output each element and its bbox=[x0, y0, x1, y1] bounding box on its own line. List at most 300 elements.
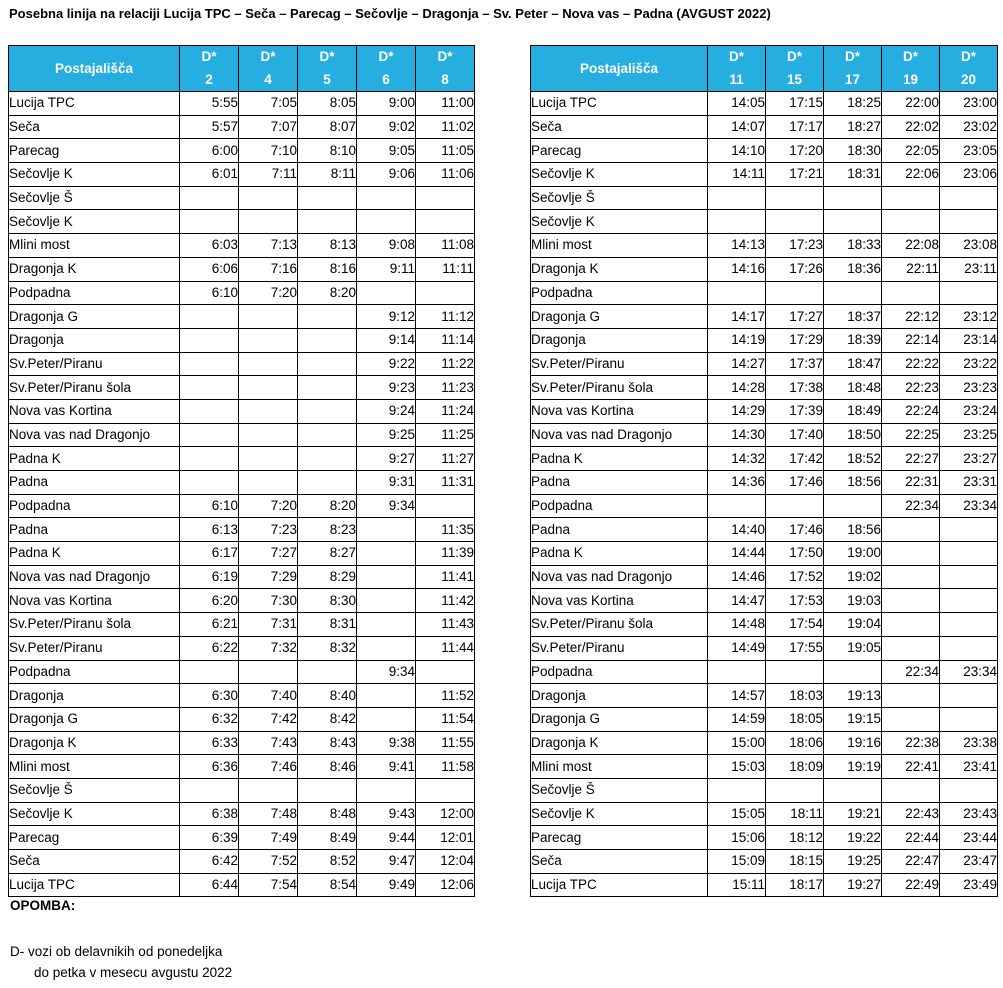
table-row bbox=[9, 850, 475, 874]
stop-name: Podpadna bbox=[9, 660, 180, 684]
stop-name: Padna K bbox=[531, 447, 708, 471]
departure-time: 9:27 bbox=[357, 447, 416, 471]
departure-time bbox=[298, 186, 357, 210]
departure-time bbox=[940, 636, 998, 660]
departure-time bbox=[940, 565, 998, 589]
departure-time: 7:11 bbox=[239, 163, 298, 187]
departure-time bbox=[940, 210, 998, 234]
stop-name: Sv.Peter/Piranu bbox=[9, 352, 180, 376]
table-row bbox=[9, 115, 475, 139]
departure-time: 17:46 bbox=[766, 471, 824, 495]
departure-time: 7:07 bbox=[239, 115, 298, 139]
departure-time: 22:08 bbox=[882, 234, 940, 258]
departure-time: 22:23 bbox=[882, 376, 940, 400]
departure-time: 6:44 bbox=[180, 873, 239, 897]
stop-name: Podpadna bbox=[531, 281, 708, 305]
departure-time: 19:16 bbox=[824, 731, 882, 755]
stop-name: Sečovlje K bbox=[531, 210, 708, 234]
table-row bbox=[531, 684, 998, 708]
departure-time bbox=[239, 471, 298, 495]
departure-time: 14:17 bbox=[708, 305, 766, 329]
stop-name: Sečovlje Š bbox=[531, 186, 708, 210]
stop-name: Nova vas Kortina bbox=[9, 589, 180, 613]
departure-time: 7:10 bbox=[239, 139, 298, 163]
departure-time: 12:00 bbox=[416, 802, 475, 826]
departure-time: 7:30 bbox=[239, 589, 298, 613]
departure-time: 22:11 bbox=[882, 257, 940, 281]
departure-time: 23:44 bbox=[940, 826, 998, 850]
table-row bbox=[531, 257, 998, 281]
departure-time bbox=[882, 707, 940, 731]
departure-time: 19:05 bbox=[824, 636, 882, 660]
departure-time bbox=[882, 684, 940, 708]
trip-column-header bbox=[416, 46, 475, 92]
departure-time bbox=[357, 636, 416, 660]
departure-time bbox=[239, 305, 298, 329]
departure-time bbox=[708, 660, 766, 684]
departure-time: 18:12 bbox=[766, 826, 824, 850]
departure-time: 8:11 bbox=[298, 163, 357, 187]
departure-time bbox=[180, 210, 239, 234]
departure-time bbox=[940, 542, 998, 566]
note-title: OPOMBA: bbox=[10, 898, 76, 913]
departure-time: 9:02 bbox=[357, 115, 416, 139]
trip-number: 19 bbox=[902, 72, 919, 87]
departure-time bbox=[766, 494, 824, 518]
stop-name: Padna K bbox=[9, 542, 180, 566]
stop-name: Parecag bbox=[9, 826, 180, 850]
stop-name: Sečovlje Š bbox=[531, 778, 708, 802]
departure-time bbox=[882, 542, 940, 566]
departure-time: 23:31 bbox=[940, 471, 998, 495]
departure-time: 14:47 bbox=[708, 589, 766, 613]
departure-time bbox=[180, 471, 239, 495]
departure-time: 17:38 bbox=[766, 376, 824, 400]
departure-time bbox=[824, 281, 882, 305]
timetable-left bbox=[8, 45, 475, 897]
departure-time: 23:47 bbox=[940, 850, 998, 874]
table-row bbox=[531, 328, 998, 352]
stop-name: Dragonja bbox=[531, 684, 708, 708]
departure-time: 18:03 bbox=[766, 684, 824, 708]
stops-column-header: Postajališča bbox=[9, 46, 180, 92]
stop-name: Mlini most bbox=[531, 234, 708, 258]
departure-time bbox=[180, 305, 239, 329]
table-row bbox=[531, 565, 998, 589]
table-row bbox=[9, 447, 475, 471]
departure-time: 19:02 bbox=[824, 565, 882, 589]
stop-name: Mlini most bbox=[531, 755, 708, 779]
departure-time: 11:14 bbox=[416, 328, 475, 352]
departure-time: 6:33 bbox=[180, 731, 239, 755]
departure-time: 22:02 bbox=[882, 115, 940, 139]
departure-time: 15:03 bbox=[708, 755, 766, 779]
departure-time: 7:27 bbox=[239, 542, 298, 566]
stop-name: Sečovlje K bbox=[9, 210, 180, 234]
departure-time: 14:30 bbox=[708, 423, 766, 447]
trip-mark: D* bbox=[378, 49, 394, 64]
table-row bbox=[9, 778, 475, 802]
departure-time: 11:11 bbox=[416, 257, 475, 281]
table-row bbox=[9, 186, 475, 210]
departure-time: 18:56 bbox=[824, 518, 882, 542]
table-row bbox=[531, 873, 998, 897]
departure-time bbox=[766, 281, 824, 305]
departure-time bbox=[882, 636, 940, 660]
table-row bbox=[531, 731, 998, 755]
departure-time bbox=[357, 613, 416, 637]
departure-time: 23:27 bbox=[940, 447, 998, 471]
departure-time: 11:39 bbox=[416, 542, 475, 566]
departure-time bbox=[708, 778, 766, 802]
departure-time: 7:16 bbox=[239, 257, 298, 281]
departure-time: 22:05 bbox=[882, 139, 940, 163]
departure-time: 7:49 bbox=[239, 826, 298, 850]
departure-time bbox=[298, 376, 357, 400]
departure-time: 11:08 bbox=[416, 234, 475, 258]
departure-time: 7:54 bbox=[239, 873, 298, 897]
table-row bbox=[531, 589, 998, 613]
departure-time: 14:36 bbox=[708, 471, 766, 495]
departure-time: 22:25 bbox=[882, 423, 940, 447]
departure-time bbox=[180, 376, 239, 400]
departure-time bbox=[357, 565, 416, 589]
departure-time: 9:31 bbox=[357, 471, 416, 495]
trip-mark: D* bbox=[201, 49, 217, 64]
departure-time: 11:43 bbox=[416, 613, 475, 637]
table-row bbox=[9, 707, 475, 731]
table-row bbox=[531, 163, 998, 187]
departure-time: 7:13 bbox=[239, 234, 298, 258]
timetable-right bbox=[530, 45, 998, 897]
trip-column-header bbox=[882, 46, 940, 92]
departure-time: 6:22 bbox=[180, 636, 239, 660]
departure-time: 22:43 bbox=[882, 802, 940, 826]
departure-time: 9:23 bbox=[357, 376, 416, 400]
stop-name: Nova vas Kortina bbox=[531, 589, 708, 613]
departure-time: 7:42 bbox=[239, 707, 298, 731]
trip-mark: D* bbox=[437, 49, 453, 64]
table-row bbox=[9, 92, 475, 116]
departure-time: 14:10 bbox=[708, 139, 766, 163]
departure-time bbox=[180, 352, 239, 376]
departure-time: 6:06 bbox=[180, 257, 239, 281]
trip-column-header bbox=[298, 46, 357, 92]
table-row bbox=[531, 636, 998, 660]
departure-time: 11:02 bbox=[416, 115, 475, 139]
trip-mark: D* bbox=[960, 49, 976, 64]
departure-time bbox=[239, 423, 298, 447]
departure-time: 18:31 bbox=[824, 163, 882, 187]
timetable-header-row bbox=[531, 46, 998, 92]
departure-time bbox=[298, 328, 357, 352]
departure-time bbox=[416, 186, 475, 210]
departure-time: 18:05 bbox=[766, 707, 824, 731]
departure-time: 17:15 bbox=[766, 92, 824, 116]
departure-time bbox=[357, 281, 416, 305]
departure-time bbox=[824, 494, 882, 518]
departure-time bbox=[824, 660, 882, 684]
departure-time: 14:29 bbox=[708, 399, 766, 423]
stop-name: Dragonja K bbox=[9, 257, 180, 281]
table-row bbox=[9, 731, 475, 755]
departure-time: 22:44 bbox=[882, 826, 940, 850]
departure-time: 17:29 bbox=[766, 328, 824, 352]
departure-time bbox=[708, 186, 766, 210]
departure-time: 11:22 bbox=[416, 352, 475, 376]
departure-time: 6:00 bbox=[180, 139, 239, 163]
departure-time: 9:12 bbox=[357, 305, 416, 329]
trip-column-header bbox=[180, 46, 239, 92]
departure-time bbox=[940, 778, 998, 802]
departure-time: 6:21 bbox=[180, 613, 239, 637]
stop-name: Sv.Peter/Piranu šola bbox=[531, 376, 708, 400]
departure-time: 23:12 bbox=[940, 305, 998, 329]
departure-time: 19:27 bbox=[824, 873, 882, 897]
table-row bbox=[531, 755, 998, 779]
departure-time bbox=[180, 399, 239, 423]
trip-mark: D* bbox=[728, 49, 744, 64]
departure-time bbox=[824, 778, 882, 802]
stop-name: Lucija TPC bbox=[9, 92, 180, 116]
departure-time: 11:06 bbox=[416, 163, 475, 187]
departure-time bbox=[239, 210, 298, 234]
departure-time bbox=[766, 186, 824, 210]
table-row bbox=[9, 613, 475, 637]
departure-time: 8:05 bbox=[298, 92, 357, 116]
departure-time: 7:48 bbox=[239, 802, 298, 826]
departure-time: 18:15 bbox=[766, 850, 824, 874]
departure-time: 8:52 bbox=[298, 850, 357, 874]
stop-name: Sv.Peter/Piranu šola bbox=[9, 613, 180, 637]
departure-time: 19:19 bbox=[824, 755, 882, 779]
departure-time: 19:13 bbox=[824, 684, 882, 708]
departure-time bbox=[298, 399, 357, 423]
departure-time: 17:50 bbox=[766, 542, 824, 566]
stop-name: Padna bbox=[9, 471, 180, 495]
departure-time: 18:09 bbox=[766, 755, 824, 779]
departure-time: 22:41 bbox=[882, 755, 940, 779]
departure-time: 18:49 bbox=[824, 399, 882, 423]
departure-time: 8:49 bbox=[298, 826, 357, 850]
table-row bbox=[9, 423, 475, 447]
table-row bbox=[531, 850, 998, 874]
departure-time bbox=[298, 305, 357, 329]
stop-name: Dragonja bbox=[9, 328, 180, 352]
stop-name: Parecag bbox=[531, 826, 708, 850]
trip-number: 6 bbox=[382, 72, 390, 87]
departure-time: 9:44 bbox=[357, 826, 416, 850]
departure-time bbox=[357, 707, 416, 731]
departure-time: 7:40 bbox=[239, 684, 298, 708]
departure-time bbox=[239, 447, 298, 471]
table-row bbox=[531, 518, 998, 542]
departure-time bbox=[357, 589, 416, 613]
departure-time bbox=[940, 589, 998, 613]
departure-time bbox=[940, 518, 998, 542]
departure-time bbox=[239, 328, 298, 352]
departure-time bbox=[416, 210, 475, 234]
trip-mark: D* bbox=[844, 49, 860, 64]
departure-time: 18:56 bbox=[824, 471, 882, 495]
departure-time: 9:43 bbox=[357, 802, 416, 826]
departure-time: 7:31 bbox=[239, 613, 298, 637]
departure-time bbox=[416, 281, 475, 305]
table-row bbox=[531, 92, 998, 116]
departure-time: 6:30 bbox=[180, 684, 239, 708]
departure-time: 6:20 bbox=[180, 589, 239, 613]
table-row bbox=[9, 399, 475, 423]
departure-time: 19:22 bbox=[824, 826, 882, 850]
table-row bbox=[9, 542, 475, 566]
departure-time: 6:32 bbox=[180, 707, 239, 731]
trip-column-header bbox=[824, 46, 882, 92]
departure-time: 18:25 bbox=[824, 92, 882, 116]
stop-name: Mlini most bbox=[9, 755, 180, 779]
departure-time: 19:03 bbox=[824, 589, 882, 613]
departure-time: 8:27 bbox=[298, 542, 357, 566]
stop-name: Dragonja G bbox=[531, 707, 708, 731]
departure-time: 18:50 bbox=[824, 423, 882, 447]
stop-name: Dragonja bbox=[9, 684, 180, 708]
departure-time: 18:48 bbox=[824, 376, 882, 400]
departure-time: 22:27 bbox=[882, 447, 940, 471]
table-row bbox=[531, 399, 998, 423]
stops-column-header: Postajališča bbox=[531, 46, 708, 92]
departure-time: 19:21 bbox=[824, 802, 882, 826]
table-row bbox=[9, 328, 475, 352]
table-row bbox=[9, 660, 475, 684]
stop-name: Podpadna bbox=[531, 494, 708, 518]
departure-time: 23:22 bbox=[940, 352, 998, 376]
departure-time: 14:59 bbox=[708, 707, 766, 731]
departure-time bbox=[882, 210, 940, 234]
departure-time: 15:00 bbox=[708, 731, 766, 755]
departure-time: 8:29 bbox=[298, 565, 357, 589]
note-line: D- vozi ob delavnikih od ponedeljka bbox=[10, 944, 223, 959]
table-row bbox=[9, 636, 475, 660]
departure-time bbox=[766, 660, 824, 684]
departure-time: 14:49 bbox=[708, 636, 766, 660]
stop-name: Padna K bbox=[531, 542, 708, 566]
table-row bbox=[9, 163, 475, 187]
stop-name: Parecag bbox=[531, 139, 708, 163]
table-row bbox=[531, 826, 998, 850]
trip-mark: D* bbox=[902, 49, 918, 64]
departure-time: 17:20 bbox=[766, 139, 824, 163]
stop-name: Nova vas nad Dragonjo bbox=[9, 565, 180, 589]
departure-time bbox=[416, 494, 475, 518]
departure-time bbox=[357, 518, 416, 542]
departure-time: 14:16 bbox=[708, 257, 766, 281]
table-row bbox=[9, 352, 475, 376]
table-row bbox=[531, 234, 998, 258]
trip-number: 5 bbox=[323, 72, 331, 87]
timetable-body bbox=[9, 92, 475, 897]
departure-time bbox=[882, 518, 940, 542]
departure-time: 15:11 bbox=[708, 873, 766, 897]
departure-time: 8:30 bbox=[298, 589, 357, 613]
departure-time: 9:49 bbox=[357, 873, 416, 897]
departure-time: 14:19 bbox=[708, 328, 766, 352]
stop-name: Nova vas nad Dragonjo bbox=[9, 423, 180, 447]
departure-time: 7:32 bbox=[239, 636, 298, 660]
table-row bbox=[531, 778, 998, 802]
departure-time: 17:42 bbox=[766, 447, 824, 471]
departure-time: 8:40 bbox=[298, 684, 357, 708]
departure-time: 22:47 bbox=[882, 850, 940, 874]
departure-time: 14:28 bbox=[708, 376, 766, 400]
departure-time bbox=[180, 778, 239, 802]
departure-time: 7:20 bbox=[239, 281, 298, 305]
departure-time: 8:46 bbox=[298, 755, 357, 779]
table-row bbox=[9, 802, 475, 826]
table-row bbox=[9, 873, 475, 897]
stop-name: Sečovlje K bbox=[9, 802, 180, 826]
stop-name: Sv.Peter/Piranu bbox=[531, 352, 708, 376]
table-row bbox=[531, 186, 998, 210]
departure-time: 18:37 bbox=[824, 305, 882, 329]
departure-time: 7:46 bbox=[239, 755, 298, 779]
departure-time: 5:55 bbox=[180, 92, 239, 116]
stop-name: Seča bbox=[9, 850, 180, 874]
departure-time: 18:30 bbox=[824, 139, 882, 163]
departure-time: 9:24 bbox=[357, 399, 416, 423]
stop-name: Nova vas Kortina bbox=[9, 399, 180, 423]
departure-time: 11:35 bbox=[416, 518, 475, 542]
departure-time: 18:11 bbox=[766, 802, 824, 826]
stop-name: Mlini most bbox=[9, 234, 180, 258]
stop-name: Sv.Peter/Piranu bbox=[9, 636, 180, 660]
table-row bbox=[9, 281, 475, 305]
stop-name: Dragonja K bbox=[9, 731, 180, 755]
departure-time: 23:23 bbox=[940, 376, 998, 400]
departure-time bbox=[940, 707, 998, 731]
departure-time: 22:34 bbox=[882, 660, 940, 684]
trip-column-header bbox=[239, 46, 298, 92]
table-row bbox=[531, 423, 998, 447]
departure-time: 7:43 bbox=[239, 731, 298, 755]
departure-time: 9:00 bbox=[357, 92, 416, 116]
table-row bbox=[531, 494, 998, 518]
departure-time: 11:58 bbox=[416, 755, 475, 779]
departure-time bbox=[180, 660, 239, 684]
departure-time: 15:05 bbox=[708, 802, 766, 826]
departure-time bbox=[882, 589, 940, 613]
departure-time: 23:08 bbox=[940, 234, 998, 258]
departure-time: 14:13 bbox=[708, 234, 766, 258]
stop-name: Sečovlje K bbox=[9, 163, 180, 187]
departure-time bbox=[357, 684, 416, 708]
departure-time: 22:14 bbox=[882, 328, 940, 352]
departure-time: 22:06 bbox=[882, 163, 940, 187]
departure-time: 11:25 bbox=[416, 423, 475, 447]
stop-name: Padna bbox=[531, 471, 708, 495]
stop-name: Podpadna bbox=[531, 660, 708, 684]
departure-time: 9:05 bbox=[357, 139, 416, 163]
departure-time: 8:23 bbox=[298, 518, 357, 542]
trip-number: 17 bbox=[844, 72, 861, 87]
departure-time: 17:17 bbox=[766, 115, 824, 139]
departure-time: 8:48 bbox=[298, 802, 357, 826]
departure-time bbox=[708, 281, 766, 305]
departure-time bbox=[824, 210, 882, 234]
departure-time: 22:49 bbox=[882, 873, 940, 897]
stop-name: Dragonja K bbox=[531, 731, 708, 755]
departure-time: 17:26 bbox=[766, 257, 824, 281]
table-row bbox=[9, 684, 475, 708]
departure-time bbox=[882, 186, 940, 210]
